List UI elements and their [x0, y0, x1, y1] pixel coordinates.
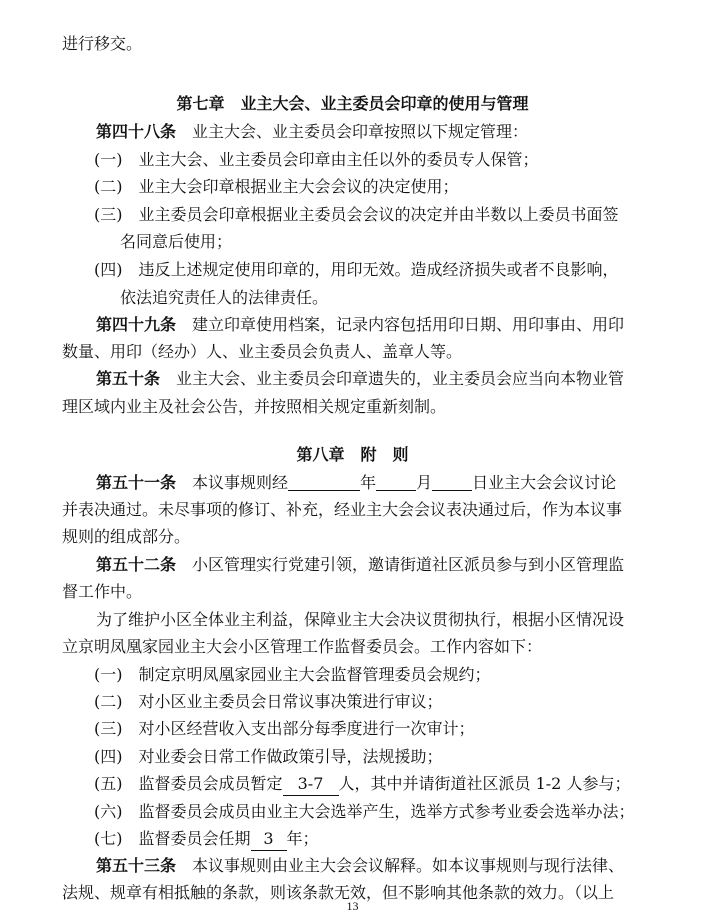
term-years-value: 3	[251, 828, 287, 851]
supervision-paragraph: 为了维护小区全体业主利益，保障业主大会决议贯彻执行，根据小区情况设	[96, 610, 625, 629]
work-item-7	[0, 824, 705, 854]
article-50	[0, 364, 705, 394]
work-item-5	[0, 769, 705, 799]
article-48-item-3: (三) 业主委员会印章根据业主委员会会议的决定并由半数以上委员书面签	[94, 205, 619, 224]
article-50-cont: 理区域内业主及社会公告，并按照相关规定重新刻制。	[62, 397, 447, 416]
article-48	[0, 117, 705, 147]
work-item-6: (六) 监督委员会成员由业主大会选举产生，选举方式参考业委会选举办法；	[94, 802, 635, 821]
continuation-text: 进行移交。	[62, 34, 143, 53]
article-52-cont: 督工作中。	[62, 582, 143, 601]
article-48-item-4: (四) 违反上述规定使用印章的，用印无效。造成经济损失或者不良影响，	[94, 260, 619, 279]
work-item-2: (二) 对小区业主委员会日常议事决策进行审议；	[94, 692, 443, 711]
year-blank	[288, 472, 360, 491]
article-51-text-4: 日业主大会会议讨论	[472, 473, 617, 492]
day-blank	[432, 472, 472, 491]
chapter-8-title: 第八章 附 则	[296, 445, 409, 464]
article-53	[0, 851, 705, 881]
article-51-text-2: 年	[360, 473, 377, 492]
work-item-3: (三) 对小区经营收入支出部分每季度进行一次审计；	[94, 719, 475, 738]
article-53-cont: 法规、规章有相抵触的条款，则该条款无效，但不影响其他条款的效力。（以上	[62, 883, 615, 902]
article-51-text-1: 本议事规则经	[192, 473, 289, 492]
article-48-text: 业主大会、业主委员会印章按照以下规定管理：	[192, 122, 529, 141]
article-49-text: 建立印章使用档案，记录内容包括用印日期、用印事由、用印	[192, 315, 625, 334]
article-52	[0, 550, 705, 580]
work-item-7-post: 年；	[286, 829, 319, 848]
article-48-number: 第四十八条	[96, 122, 177, 141]
supervision-paragraph-cont: 立京明凤凰家园业主大会小区管理工作监督委员会。工作内容如下：	[62, 637, 543, 656]
article-49-cont: 数量、用印（经办）人、业主委员会负责人、盖章人等。	[62, 342, 463, 361]
article-52-number: 第五十二条	[96, 555, 177, 574]
article-52-text: 小区管理实行党建引领，邀请街道社区派员参与到小区管理监	[192, 555, 625, 574]
article-51-cont-2: 规则的组成部分。	[62, 527, 191, 546]
article-50-number: 第五十条	[96, 369, 161, 388]
article-49-number: 第四十九条	[96, 315, 177, 334]
article-48-item-2: (二) 业主大会印章根据业主大会会议的决定使用；	[94, 177, 459, 196]
month-blank	[376, 472, 416, 491]
article-51	[0, 468, 705, 498]
work-item-5-post: 人，其中并请街道社区派员 1-2 人参与；	[338, 774, 631, 793]
article-48-item-1: (一) 业主大会、业主委员会印章由主任以外的委员专人保管；	[94, 150, 539, 169]
article-51-number: 第五十一条	[96, 473, 177, 492]
article-53-number: 第五十三条	[96, 856, 177, 875]
work-item-1: (一) 制定京明凤凰家园业主大会监督管理委员会规约；	[94, 665, 491, 684]
article-49	[0, 310, 705, 340]
article-48-item-4-cont: 依法追究责任人的法律责任。	[120, 288, 329, 307]
work-item-5-pre: (五) 监督委员会成员暂定	[94, 774, 283, 793]
article-51-cont-1: 并表决通过。未尽事项的修订、补充，经业主大会会议表决通过后，作为本议事	[62, 500, 623, 519]
article-53-text: 本议事规则由业主大会会议解释。如本议事规则与现行法律、	[192, 856, 625, 875]
work-item-7-pre: (七) 监督委员会任期	[94, 829, 251, 848]
page-number: 13	[346, 899, 359, 913]
article-51-text-3: 月	[416, 473, 433, 492]
member-count-value: 3-7	[283, 773, 339, 796]
article-50-text: 业主大会、业主委员会印章遗失的，业主委员会应当向本物业管	[176, 369, 625, 388]
article-48-item-3-cont: 名同意后使用；	[120, 232, 233, 251]
chapter-7-title: 第七章 业主大会、业主委员会印章的使用与管理	[176, 94, 529, 113]
work-item-4: (四) 对业委会日常工作做政策引导，法规援助；	[94, 747, 443, 766]
